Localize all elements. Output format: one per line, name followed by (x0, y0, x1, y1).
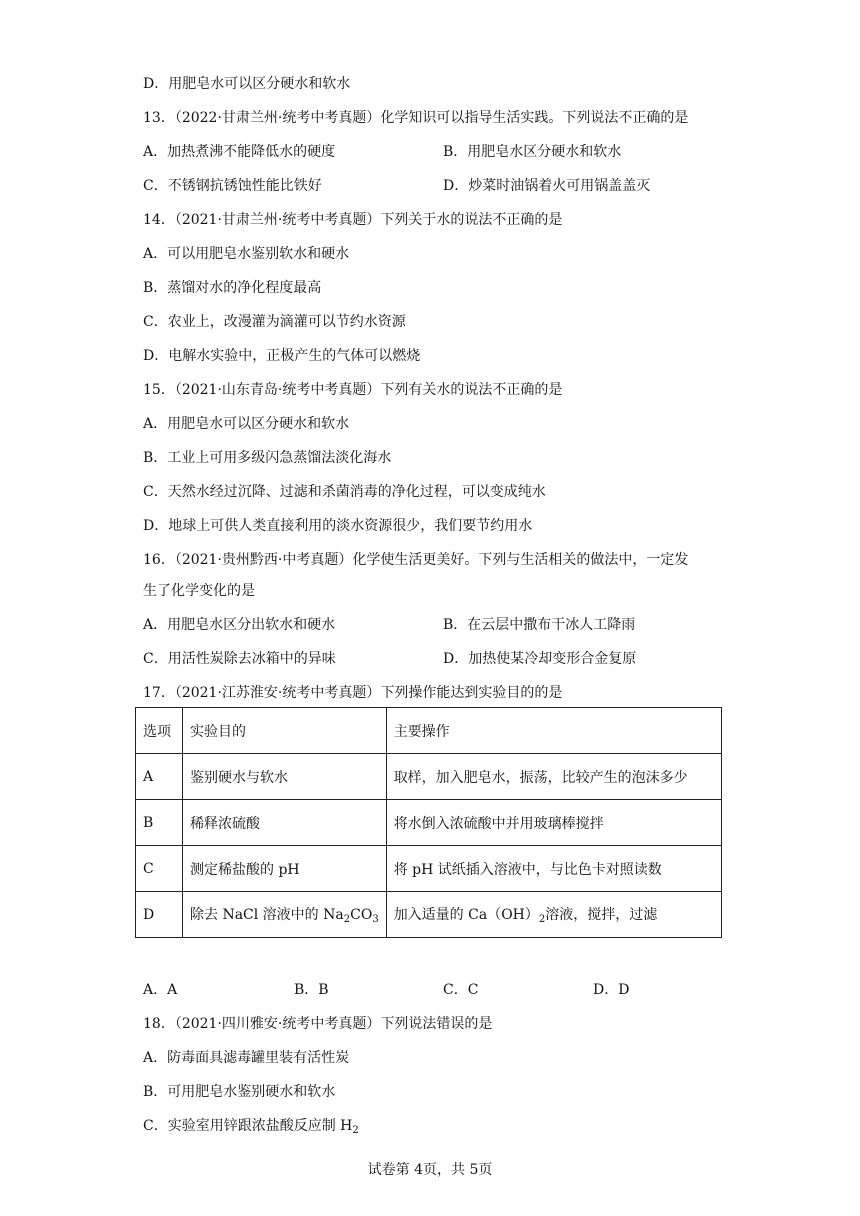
row-option: D (136, 892, 183, 938)
q16-option-c: C．用活性炭除去冰箱中的异味 (143, 651, 336, 667)
q14-option-c: C．农业上，改漫灌为滴灌可以节约水资源 (143, 314, 406, 330)
row-operation (386, 892, 721, 938)
q17-option-c: C．C (443, 982, 479, 998)
q18-stem: 18．（2021·四川雅安·统考中考真题）下列说法错误的是 (143, 1016, 493, 1032)
q15-option-d: D．地球上可供人类直接利用的淡水资源很少，我们要节约用水 (143, 518, 533, 534)
q14-option-d: D．电解水实验中，正极产生的气体可以燃烧 (143, 348, 421, 364)
table-row (136, 754, 722, 800)
q13-option-d: D．炒菜时油锅着火可用锅盖盖灭 (443, 178, 651, 194)
row-goal: 鉴别硬水与软水 (183, 754, 387, 800)
q13-stem: 13．（2022·甘肃兰州·统考中考真题）化学知识可以指导生活实践。下列说法不正确的是 (143, 110, 689, 126)
header-option: 选项 (136, 708, 183, 754)
q16-stem-line2: 生了化学变化的是 (143, 583, 255, 599)
header-goal: 实验目的 (183, 708, 387, 754)
subscript: 2 (352, 1125, 359, 1136)
row-goal: 稀释浓硫酸 (183, 800, 387, 846)
row-option: A (136, 754, 183, 800)
table-row (136, 846, 722, 892)
row-goal: 测定稀盐酸的 pH (183, 846, 387, 892)
q15-option-c: C．天然水经过沉降、过滤和杀菌消毒的净化过程，可以变成纯水 (143, 484, 546, 500)
q17-option-d: D．D (593, 982, 630, 998)
q16-stem-line1: 16．（2021·贵州黔西·中考真题）化学使生活更美好。下列与生活相关的做法中，一定发 (143, 552, 689, 568)
row-operation: 取样，加入肥皂水，振荡，比较产生的泡沫多少 (386, 754, 721, 800)
q15-option-a: A．用肥皂水可以区分硬水和软水 (143, 416, 350, 432)
q16-option-b: B．在云层中撒布干冰人工降雨 (443, 617, 636, 633)
header-operation: 主要操作 (386, 708, 721, 754)
table-row (136, 892, 722, 938)
q14-stem: 14．（2021·甘肃兰州·统考中考真题）下列关于水的说法不正确的是 (143, 212, 563, 228)
goal-text: CO (350, 907, 373, 923)
q18-option-b: B．可用肥皂水鉴别硬水和软水 (143, 1084, 336, 1100)
row-goal (183, 892, 387, 938)
op-text: 加入适量的 Ca（OH） (393, 907, 539, 923)
row-operation: 将 pH 试纸插入溶液中，与比色卡对照读数 (386, 846, 721, 892)
op-text: 溶液，搅拌，过滤 (545, 907, 658, 923)
q18-option-a: A．防毒面具滤毒罐里装有活性炭 (143, 1050, 350, 1066)
q12-option-d: D．用肥皂水可以区分硬水和软水 (143, 76, 351, 92)
option-text: C．实验室用锌跟浓盐酸反应制 H (143, 1118, 353, 1134)
q14-option-a: A．可以用肥皂水鉴别软水和硬水 (143, 246, 350, 262)
table-header-row (136, 708, 722, 754)
q18-option-c (143, 1116, 359, 1141)
goal-text: 除去 NaCl 溶液中的 Na (190, 907, 344, 923)
subscript: 3 (372, 914, 379, 925)
q16-option-a: A．用肥皂水区分出软水和硬水 (143, 617, 336, 633)
q17-option-b: B．B (294, 982, 329, 998)
q17-table (135, 707, 722, 938)
q13-option-b: B．用肥皂水区分硬水和软水 (443, 144, 622, 160)
subscript: 2 (343, 914, 351, 925)
subscript: 2 (538, 914, 546, 925)
row-operation: 将水倒入浓硫酸中并用玻璃棒搅拌 (386, 800, 721, 846)
row-option: C (136, 846, 183, 892)
q14-option-b: B．蒸馏对水的净化程度最高 (143, 280, 322, 296)
q15-option-b: B．工业上可用多级闪急蒸馏法淡化海水 (143, 450, 392, 466)
q17-stem: 17．（2021·江苏淮安·统考中考真题）下列操作能达到实验目的的是 (143, 685, 563, 701)
q15-stem: 15．（2021·山东青岛·统考中考真题）下列有关水的说法不正确的是 (143, 382, 563, 398)
q17-option-a: A．A (143, 982, 178, 998)
q13-option-a: A．加热煮沸不能降低水的硬度 (143, 144, 336, 160)
page-footer: 试卷第 4页，共 5页 (367, 1162, 493, 1178)
q16-option-d: D．加热使某冷却变形合金复原 (443, 651, 637, 667)
table-row (136, 800, 722, 846)
row-option: B (136, 800, 183, 846)
q13-option-c: C．不锈钢抗锈蚀性能比铁好 (143, 178, 322, 194)
